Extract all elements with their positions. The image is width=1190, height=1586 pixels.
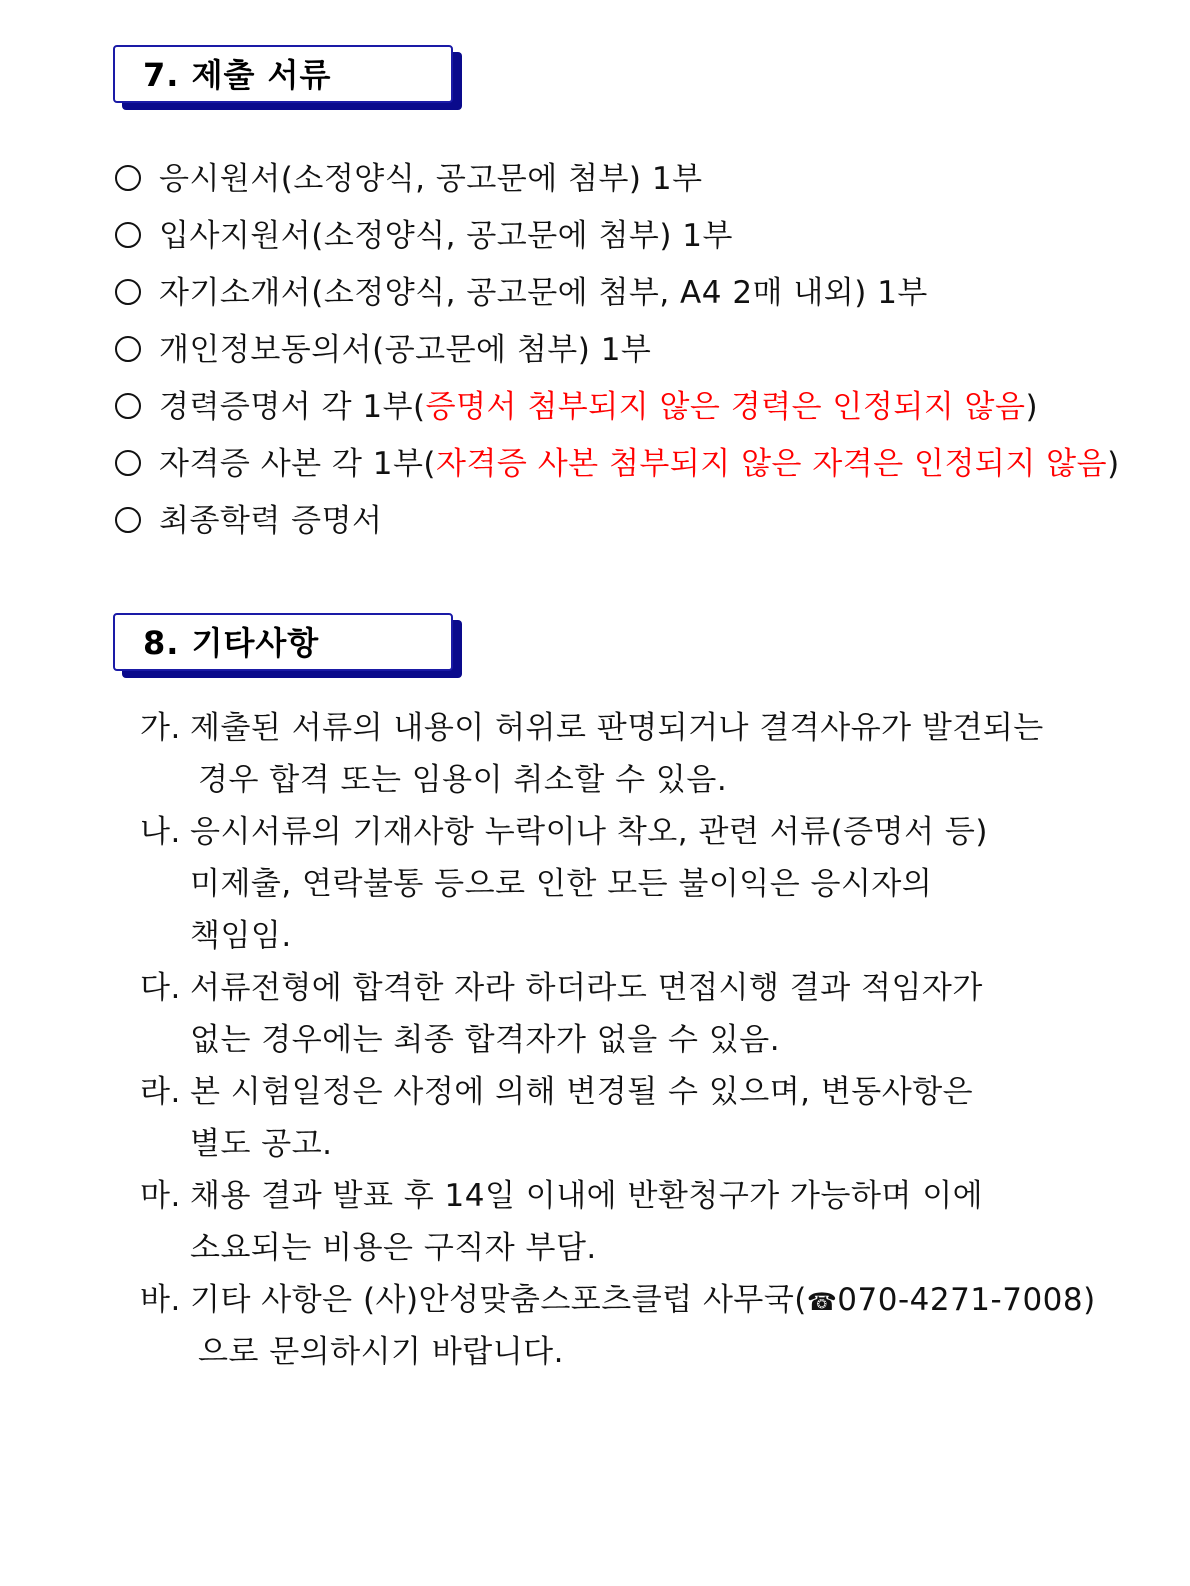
note-marker: 바.: [140, 1282, 181, 1318]
document-item-text: 입사지원서(소정양식, 공고문에 첨부) 1부: [159, 218, 733, 254]
note-line: 별도 공고.: [190, 1126, 333, 1162]
note-continuation: [140, 1222, 1080, 1274]
note-line: 응시서류의 기재사항 누락이나 착오, 관련 서류(증명서 등): [190, 814, 988, 850]
note-line: 미제출, 연락불통 등으로 인한 모든 불이익은 응시자의: [190, 866, 933, 902]
note-line: 소요되는 비용은 구직자 부담.: [190, 1230, 597, 1266]
note-line: 제출된 서류의 내용이 허위로 판명되거나 결격사유가 발견되는: [190, 710, 1044, 746]
required-documents-list: [115, 155, 1120, 554]
note-line: 책임임.: [190, 918, 292, 954]
note-item: [140, 1066, 1080, 1118]
document-item-text: 경력증명서 각 1부(: [159, 389, 426, 425]
note-item: [140, 806, 1080, 858]
note-line: 경우 합격 또는 임용이 취소할 수 있음.: [198, 762, 728, 798]
note-marker: 다.: [140, 970, 181, 1006]
document-item: [115, 326, 1120, 383]
note-marker: 라.: [140, 1074, 181, 1110]
circle-bullet-icon: [115, 279, 141, 305]
document-item-text: 개인정보동의서(공고문에 첨부) 1부: [159, 332, 652, 368]
telephone-icon: ☎: [806, 1288, 838, 1316]
document-item: [115, 269, 1120, 326]
document-item: [115, 212, 1120, 269]
note-continuation: [140, 1118, 1080, 1170]
note-line: 채용 결과 발표 후 14일 이내에 반환청구가 가능하며 이에: [190, 1178, 984, 1214]
circle-bullet-icon: [115, 165, 141, 191]
note-continuation: [140, 910, 1080, 962]
section-8-header: [113, 613, 453, 671]
circle-bullet-icon: [115, 222, 141, 248]
note-line: 없는 경우에는 최종 합격자가 없을 수 있음.: [190, 1022, 781, 1058]
note-line-tail: ): [1083, 1282, 1096, 1318]
note-continuation: [140, 858, 1080, 910]
note-item: [140, 962, 1080, 1014]
document-item-text: 자기소개서(소정양식, 공고문에 첨부, A4 2매 내외) 1부: [159, 275, 928, 311]
note-item: [140, 1274, 1096, 1326]
document-item-warning: 증명서 첨부되지 않은 경력은 인정되지 않음: [425, 389, 1026, 425]
document-item-text: 응시원서(소정양식, 공고문에 첨부) 1부: [159, 161, 703, 197]
note-line: 본 시험일정은 사정에 의해 변경될 수 있으며, 변동사항은: [190, 1074, 974, 1110]
section-7-header: [113, 45, 453, 103]
circle-bullet-icon: [115, 507, 141, 533]
document-item: [115, 497, 1120, 554]
note-marker: 가.: [140, 710, 181, 746]
document-item: [115, 383, 1120, 440]
note-line: 으로 문의하시기 바랍니다.: [198, 1334, 564, 1370]
section-7-title: 7. 제출 서류: [143, 56, 332, 94]
circle-bullet-icon: [115, 336, 141, 362]
note-line: 기타 사항은 (사)안성맞춤스포츠클럽 사무국(: [190, 1282, 807, 1318]
note-marker: 나.: [140, 814, 181, 850]
other-notes-list: [140, 702, 1096, 1378]
note-item: [140, 702, 1080, 754]
section-8-title: 8. 기타사항: [143, 624, 320, 662]
document-item-text: 자격증 사본 각 1부(: [159, 446, 437, 482]
document-item-text: 최종학력 증명서: [159, 503, 383, 539]
phone-number: 070-4271-7008: [837, 1282, 1084, 1318]
note-continuation: [140, 1326, 1080, 1378]
circle-bullet-icon: [115, 393, 141, 419]
note-continuation: [140, 1014, 1080, 1066]
document-item: [115, 155, 1120, 212]
note-line: 서류전형에 합격한 자라 하더라도 면접시행 결과 적임자가: [190, 970, 983, 1006]
note-item: [140, 1170, 1080, 1222]
document-item: [115, 440, 1120, 497]
document-item-tail: ): [1107, 446, 1120, 482]
circle-bullet-icon: [115, 450, 141, 476]
document-item-warning: 자격증 사본 첨부되지 않은 자격은 인정되지 않음: [436, 446, 1108, 482]
note-marker: 마.: [140, 1178, 181, 1214]
note-continuation: [140, 754, 1080, 806]
document-item-tail: ): [1025, 389, 1039, 425]
